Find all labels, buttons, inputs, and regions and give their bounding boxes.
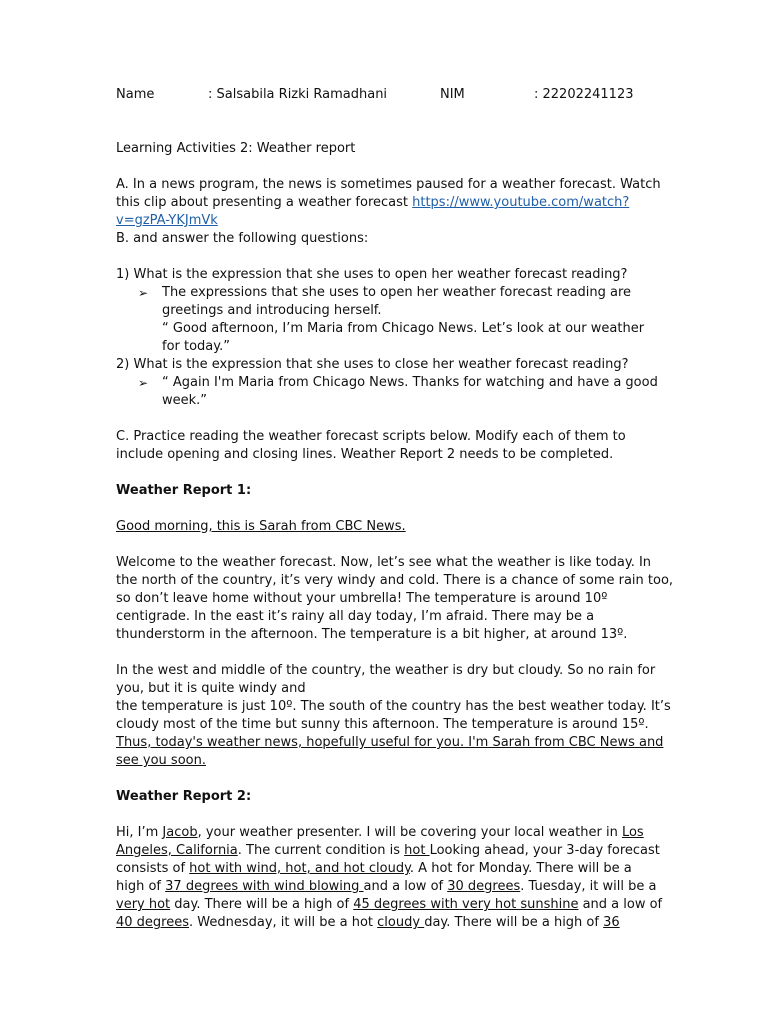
location: Angeles, California [116,843,238,858]
report-2-line: high of 37 degrees with wind blowing and a low of 30 degrees. Tuesday, it will be a [116,879,657,894]
section-c-line: C. Practice reading the weather forecast scripts below. Modify each of them to [116,429,626,444]
wednesday-high: 36 [603,915,620,930]
tuesday-low: 40 degrees [116,915,190,930]
q2-answer-line: ➢ “ Again I'm Maria from Chicago News. Thanks for watching and have a good [138,375,658,390]
student-header [116,86,656,104]
current-condition: hot [404,843,430,858]
document-page [116,86,674,932]
presenter-name: Jacob [162,825,198,840]
report-2-heading: Weather Report 2: [116,789,252,804]
q1-answer-line: ➢ The expressions that she uses to open her weather forecast reading are [138,285,632,300]
report-1-paragraph-line: centigrade. In the east it’s rainy all day today, I’m afraid. There may be a [116,609,595,624]
nim-value: : 22202241123 [534,87,634,102]
name-label: Name [116,87,155,102]
section-b: B. and answer the following questions: [116,231,369,246]
monday-low: 30 degrees [447,879,521,894]
question-1: 1) What is the expression that she uses to open her weather forecast reading? [116,267,628,282]
question-2: 2) What is the expression that she uses to close her weather forecast reading? [116,357,629,372]
report-2-line: very hot day. There will be a high of 45 degrees with very hot sunshine and a low of [116,897,663,912]
section-a-line-1: A. In a news program, the news is sometimes paused for a weather forecast. Watch [116,177,661,192]
location: Los [621,825,644,840]
forecast-summary: hot with wind, hot, and hot cloudy [189,861,410,876]
arrow-bullet-icon: ➢ [138,376,149,390]
report-1-heading: Weather Report 1: [116,483,252,498]
q1-answer-line: “ Good afternoon, I’m Maria from Chicago News. Let’s look at our weather [162,321,645,336]
report-2-line: Hi, I’m Jacob, your weather presenter. I will be covering your local weather in Los [116,825,644,840]
q1-answer-line: for today.” [162,339,230,354]
report-1-paragraph-line: Welcome to the weather forecast. Now, let’s see what the weather is like today. In [116,555,652,570]
report-1-paragraph-line: cloudy most of the time but sunny this afternoon. The temperature is around 15º. [116,717,649,732]
report-1-paragraph-line: you, but it is quite windy and [116,681,306,696]
tuesday-condition: very hot [116,897,171,912]
name-value: : Salsabila Rizki Ramadhani [208,87,388,102]
report-2-line: Angeles, California. The current condition is hot Looking ahead, your 3-day forecast [116,843,660,858]
report-2-line: 40 degrees. Wednesday, it will be a hot cloudy day. There will be a high of 36 [116,915,620,930]
report-2-line: consists of hot with wind, hot, and hot cloudy. A hot for Monday. There will be a [116,861,632,876]
report-1-paragraph-line: so don’t leave home without your umbrella! The temperature is around 10º [116,591,608,606]
section-c-line: include opening and closing lines. Weather Report 2 needs to be completed. [116,447,614,462]
wednesday-condition: cloudy [377,915,425,930]
tuesday-high: 45 degrees with very hot sunshine [353,897,579,912]
report-1-opening: Good morning, this is Sarah from CBC News. [116,519,406,534]
monday-high: 37 degrees with wind blowing [165,879,364,894]
report-1-paragraph-line: the north of the country, it’s very windy and cold. There is a chance of some rain too, [116,573,674,588]
q1-answer-line: greetings and introducing herself. [162,303,382,318]
report-1-closing: Thus, today's weather news, hopefully useful for you. I'm Sarah from CBC News and [116,735,664,750]
report-1-paragraph-line: In the west and middle of the country, the weather is dry but cloudy. So no rain for [116,663,656,678]
arrow-bullet-icon: ➢ [138,286,149,300]
youtube-link-continued[interactable]: v=gzPA-YKJmVk [116,213,218,228]
nim-label: NIM [440,87,465,102]
section-a-line-2 [116,194,656,212]
report-1-closing: see you soon. [116,753,206,768]
section-a-text: this clip about presenting a weather forecast [116,195,413,210]
q2-answer-line: week.” [162,393,208,408]
document-title: Learning Activities 2: Weather report [116,141,356,156]
report-1-paragraph-line: the temperature is just 10º. The south of the country has the best weather today. It’s [116,699,671,714]
report-1-paragraph-line: thunderstorm in the afternoon. The temperature is a bit higher, at around 13º. [116,627,628,642]
youtube-link[interactable]: https://www.youtube.com/watch? [412,195,630,210]
